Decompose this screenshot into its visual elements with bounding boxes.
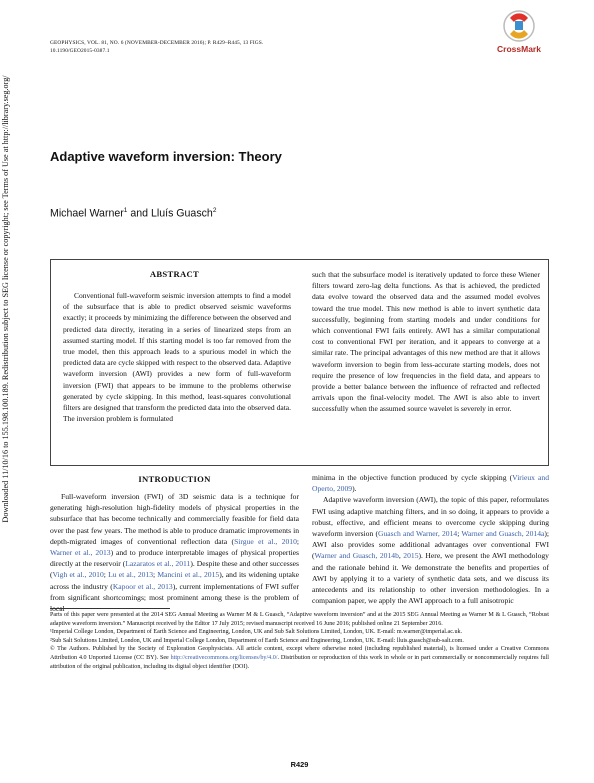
text-run: ), current implementations of FWI suffer from significant shortcomings; most prominent among these is the problem of local	[50, 581, 299, 614]
intro-para-awi	[312, 494, 549, 606]
footnotes	[50, 611, 549, 671]
abstract-text-col1: Conventional full-waveform seismic inversion attempts to find a model of the subsurface that is able to predict observed seismic waveforms exactly; it proceeds by minimizing the difference between the observed and predicted data directly, iterating in a series of linearized steps from an assumed starting model. If this starting model is too far removed from the true model, then this approach leads to a spurious model in which the predicted data are cycle skipped with respect to the observed data. Adaptive waveform inversion (AWI) provides a new form of full-waveform inversion (FWI) that appears to be immune to the problems otherwise generated by cycle skipping. In this method, least-squares convolutional filters are designed that transform the predicted data into the observed data. The inversion problem is formulated	[63, 291, 291, 424]
text-run: ;	[103, 570, 109, 580]
text-run: . Distribution or reproduction of this work in whole or in part commercially or noncommercially requires full attribution of the original publication, including its digital object identifier (DOI).	[50, 654, 549, 670]
text-run: ;	[457, 529, 462, 539]
text-run: Adaptive waveform inversion (AWI), the topic of this paper, reformulates FWI using adaptive matching filters, and in so doing, it appears to provide a robust, effective, and efficient means to overcome cycle skipping during waveform inversion (	[312, 495, 549, 539]
text-run: ), and its widening uptake across the industry (	[50, 570, 300, 591]
footnote	[50, 628, 549, 637]
abstract-text-col2: such that the subsurface model is iteratively updated to force these Wiener filters toward zero-lag delta functions. As that is achieved, the predicted data evolve toward the observed data and the assumed model evolves toward the true model. This new method is able to invert synthetic data successfully, beginning from starting models and under conditions for which conventional FWI fails entirely. AWI has a similar computational cost to conventional FWI per iteration, and it appears to converge at a similar rate. The principal advantages of this new method are that it allows waveform inversion to begin from less-accurate starting models, does not require the presence of low frequencies in the field data, and appears to provide a better balance between the influence of refracted and reflected arrivals upon the final-velocity model. The AWI is also able to invert successfully when the assumed source wavelet is severely in error.	[312, 270, 540, 414]
introduction-heading: INTRODUCTION	[138, 474, 211, 484]
citation-link[interactable]: Warner and Guasch, 2014b	[314, 551, 399, 561]
text-run: ).	[352, 484, 357, 494]
citation-link[interactable]: Sirgue et al., 2010	[234, 536, 297, 546]
author-affiliation-marker: 2	[212, 207, 217, 214]
citation-link[interactable]: 2015	[403, 551, 419, 561]
citation-link[interactable]: Vigh et al., 2010	[52, 570, 104, 580]
crossmark-logo[interactable]	[488, 8, 550, 58]
crossmark-icon	[488, 8, 550, 58]
text-run: ). Despite these and other successes (	[50, 559, 300, 580]
crossmark-label: CrossMark	[497, 44, 541, 54]
citation-link[interactable]: Lu et al., 2013	[108, 570, 154, 580]
citation-link[interactable]: Virieux and Operto, 2009	[312, 473, 549, 494]
download-sidebar	[0, 12, 9, 586]
author-name: Michael Warner	[50, 207, 124, 220]
text-run: ;	[153, 570, 158, 580]
text-run: minima in the objective function produced by cycle skipping (	[312, 473, 513, 482]
footnote-rule	[50, 608, 170, 609]
page-number: R429	[290, 760, 309, 769]
text-run: ,	[398, 551, 404, 561]
text-run: Full-waveform inversion (FWI) of 3D seismic data is a technique for generating high-resolution high-fidelity models of physical properties in the subsurface that has become technically and commercially feasible for field data over the past few years. The method is able to produce dramatic improvements in depth-migrated images of conventional reflection data (	[50, 492, 299, 546]
author-affiliation-marker: 1	[123, 207, 128, 214]
text-run: ²Sub Salt Solutions Limited, London, UK and Imperial College London, Department of Earth Science and Engineering, London, UK. E-mail: lluis.guasch@sub-salt.com.	[50, 637, 464, 644]
text-run: ;	[296, 536, 299, 546]
citation-link[interactable]: Mancini et al., 2015	[157, 570, 220, 580]
abstract-heading: ABSTRACT	[149, 269, 200, 279]
intro-text-col1	[50, 491, 299, 614]
text-run: ); AWI also provides some additional advantages over conventional FWI (	[312, 529, 550, 561]
intro-para-cont	[312, 472, 549, 494]
author-list	[50, 207, 216, 220]
author-separator: and	[127, 207, 151, 220]
citation-link[interactable]: Warner et al., 2013	[50, 548, 111, 558]
text-run: ). Here, we present the AWI methodology and the rationale behind it. We demonstrate the benefits and properties of AWI by applying it to a variety of synthetic data sets, and we discuss its antecedents and its relationship to other inversion methodologies. In a companion paper, we apply the AWI approach to a full anisotropic	[312, 551, 549, 606]
citation-link[interactable]: Kapoor et al., 2013	[112, 581, 173, 591]
text-run: © The Authors. Published by the Society of Exploration Geophysicists. All article content, except where otherwise noted (including republished material), is licensed under a Creative Commons Attribution 4.0 Unported License (CC BY). See	[50, 646, 549, 661]
citation-link[interactable]: Lazaratos et al., 2011	[125, 559, 191, 569]
citation-link[interactable]: Guasch and Warner, 2014	[378, 529, 458, 539]
author-name: Lluís Guasch	[150, 207, 213, 220]
citation-link[interactable]: Warner and Guasch, 2014a	[461, 529, 545, 539]
journal-header	[50, 40, 263, 55]
citation-link[interactable]: http://creativecommons.org/licenses/by/4.0/	[170, 654, 278, 661]
text-run: Parts of this paper were presented at the 2014 SEG Annual Meeting as Warner M & L Guasch, “Adaptive waveform inversion” and at the 2015 SEG Annual Meeting as Warner M & L Guasch, “Robust adaptive waveform inversion.” Manuscript received by the Editor 17 July 2015; revised manuscript received 16 June 2016; published online 21 September 2016.	[50, 612, 549, 627]
footnote	[50, 611, 549, 628]
intro-text-col2	[312, 472, 549, 606]
text-run: ¹Imperial College London, Department of Earth Science and Engineering, London, UK and Sub Salt Solutions Limited, London, UK. E-mail: m.warner@imperial.ac.uk.	[50, 629, 463, 636]
text-run: ) and to produce interpretable images of physical properties directly at the reservoir (	[50, 548, 300, 569]
doi: 10.1190/GEO2015-0387.1	[50, 47, 110, 54]
paper-title: Adaptive waveform inversion: Theory	[50, 149, 282, 164]
download-notice: Downloaded 11/10/16 to 155.198.100.189. Redistribution subject to SEG license or copyright; see Terms of Use at http://library.seg.org/	[1, 75, 10, 523]
footnote	[50, 645, 549, 671]
journal-citation: GEOPHYSICS, VOL. 81, NO. 6 (NOVEMBER-DECEMBER 2016); P. R429–R445, 13 FIGS.	[50, 40, 264, 46]
footnote	[50, 637, 549, 646]
